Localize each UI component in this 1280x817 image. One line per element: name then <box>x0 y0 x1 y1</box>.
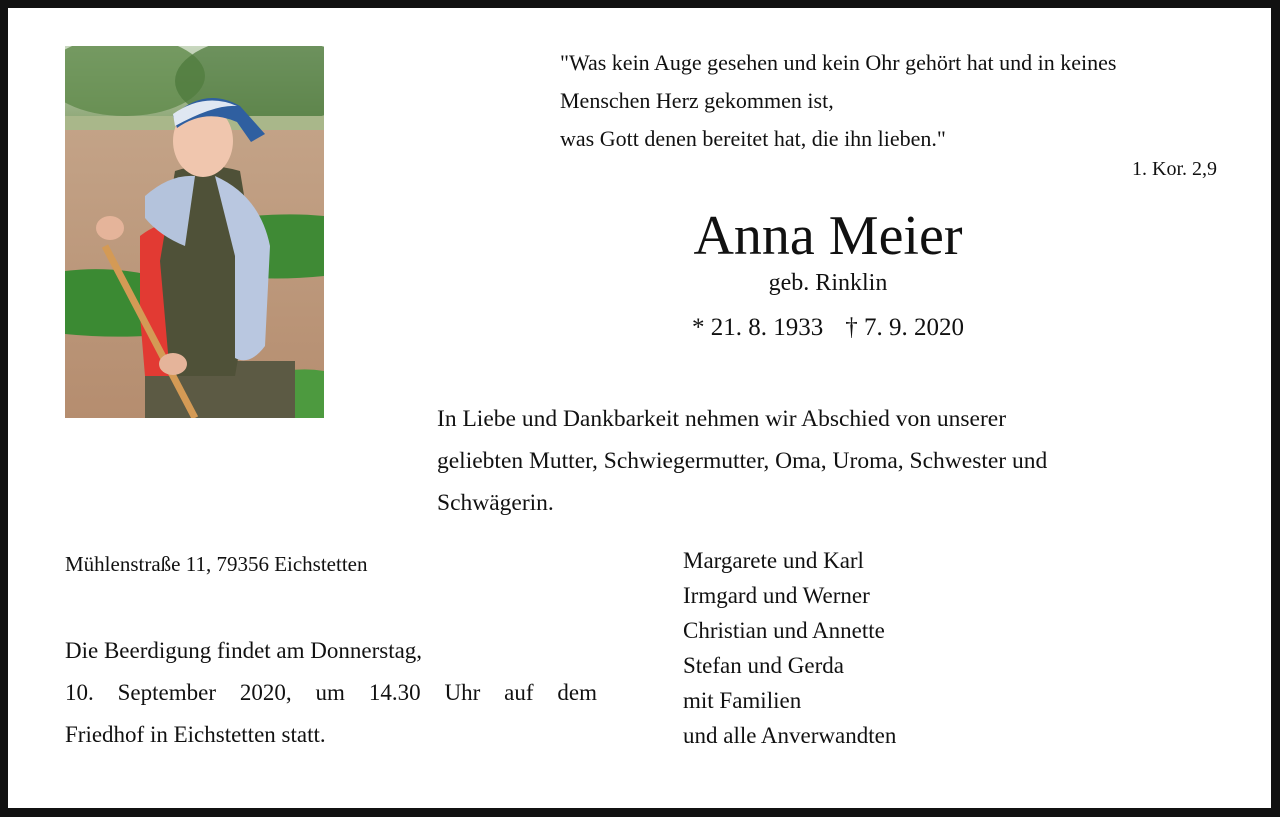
bible-reference: 1. Kor. 2,9 <box>1132 158 1217 180</box>
obituary-card <box>8 8 1271 808</box>
farewell-line: geliebten Mutter, Schwiegermutter, Oma, Uroma, Schwester und <box>437 448 1048 474</box>
funeral-notice <box>65 630 597 756</box>
family-address: Mühlenstraße 11, 79356 Eichstetten <box>65 552 368 576</box>
mourner-entry: mit Familien <box>683 688 802 713</box>
mourner-entry: Stefan und Gerda <box>683 653 844 678</box>
death-date: † 7. 9. 2020 <box>845 314 964 341</box>
quote-line: was Gott denen bereitet hat, die ihn lieben." <box>560 126 946 151</box>
farewell-text <box>437 398 1197 524</box>
quote-line: "Was kein Auge gesehen und kein Ohr gehört hat und in keines <box>560 50 1117 75</box>
quote-line: Menschen Herz gekommen ist, <box>560 88 834 113</box>
funeral-line: Die Beerdigung findet am Donnerstag, <box>65 638 423 663</box>
funeral-word: auf <box>504 680 534 705</box>
mourner-entry: und alle Anverwandten <box>683 723 897 748</box>
farewell-line: In Liebe und Dankbarkeit nehmen wir Abschied von unserer <box>437 406 1007 432</box>
funeral-word: 14.30 <box>368 680 421 705</box>
funeral-line-justified <box>65 672 597 714</box>
deceased-name: Anna Meier <box>693 205 963 267</box>
farewell-line: Schwägerin. <box>437 490 554 516</box>
funeral-word: September <box>117 680 216 705</box>
mourner-entry: Christian und Annette <box>683 618 885 643</box>
funeral-word: 2020, <box>239 680 292 705</box>
bible-quote <box>560 44 1220 158</box>
funeral-word: dem <box>557 680 597 705</box>
funeral-line: Friedhof in Eichstetten statt. <box>65 722 326 747</box>
portrait-photo-icon <box>65 46 324 418</box>
funeral-word: um <box>315 680 345 705</box>
funeral-word: Uhr <box>444 680 481 705</box>
portrait-photo <box>65 46 324 418</box>
funeral-word: 10. <box>65 680 94 705</box>
mourners-list <box>683 543 896 753</box>
birth-date: * 21. 8. 1933 <box>692 314 824 341</box>
mourner-entry: Margarete und Karl <box>683 548 864 573</box>
birth-name: geb. Rinklin <box>768 270 888 296</box>
mourner-entry: Irmgard und Werner <box>683 583 870 608</box>
life-dates <box>628 314 1028 342</box>
